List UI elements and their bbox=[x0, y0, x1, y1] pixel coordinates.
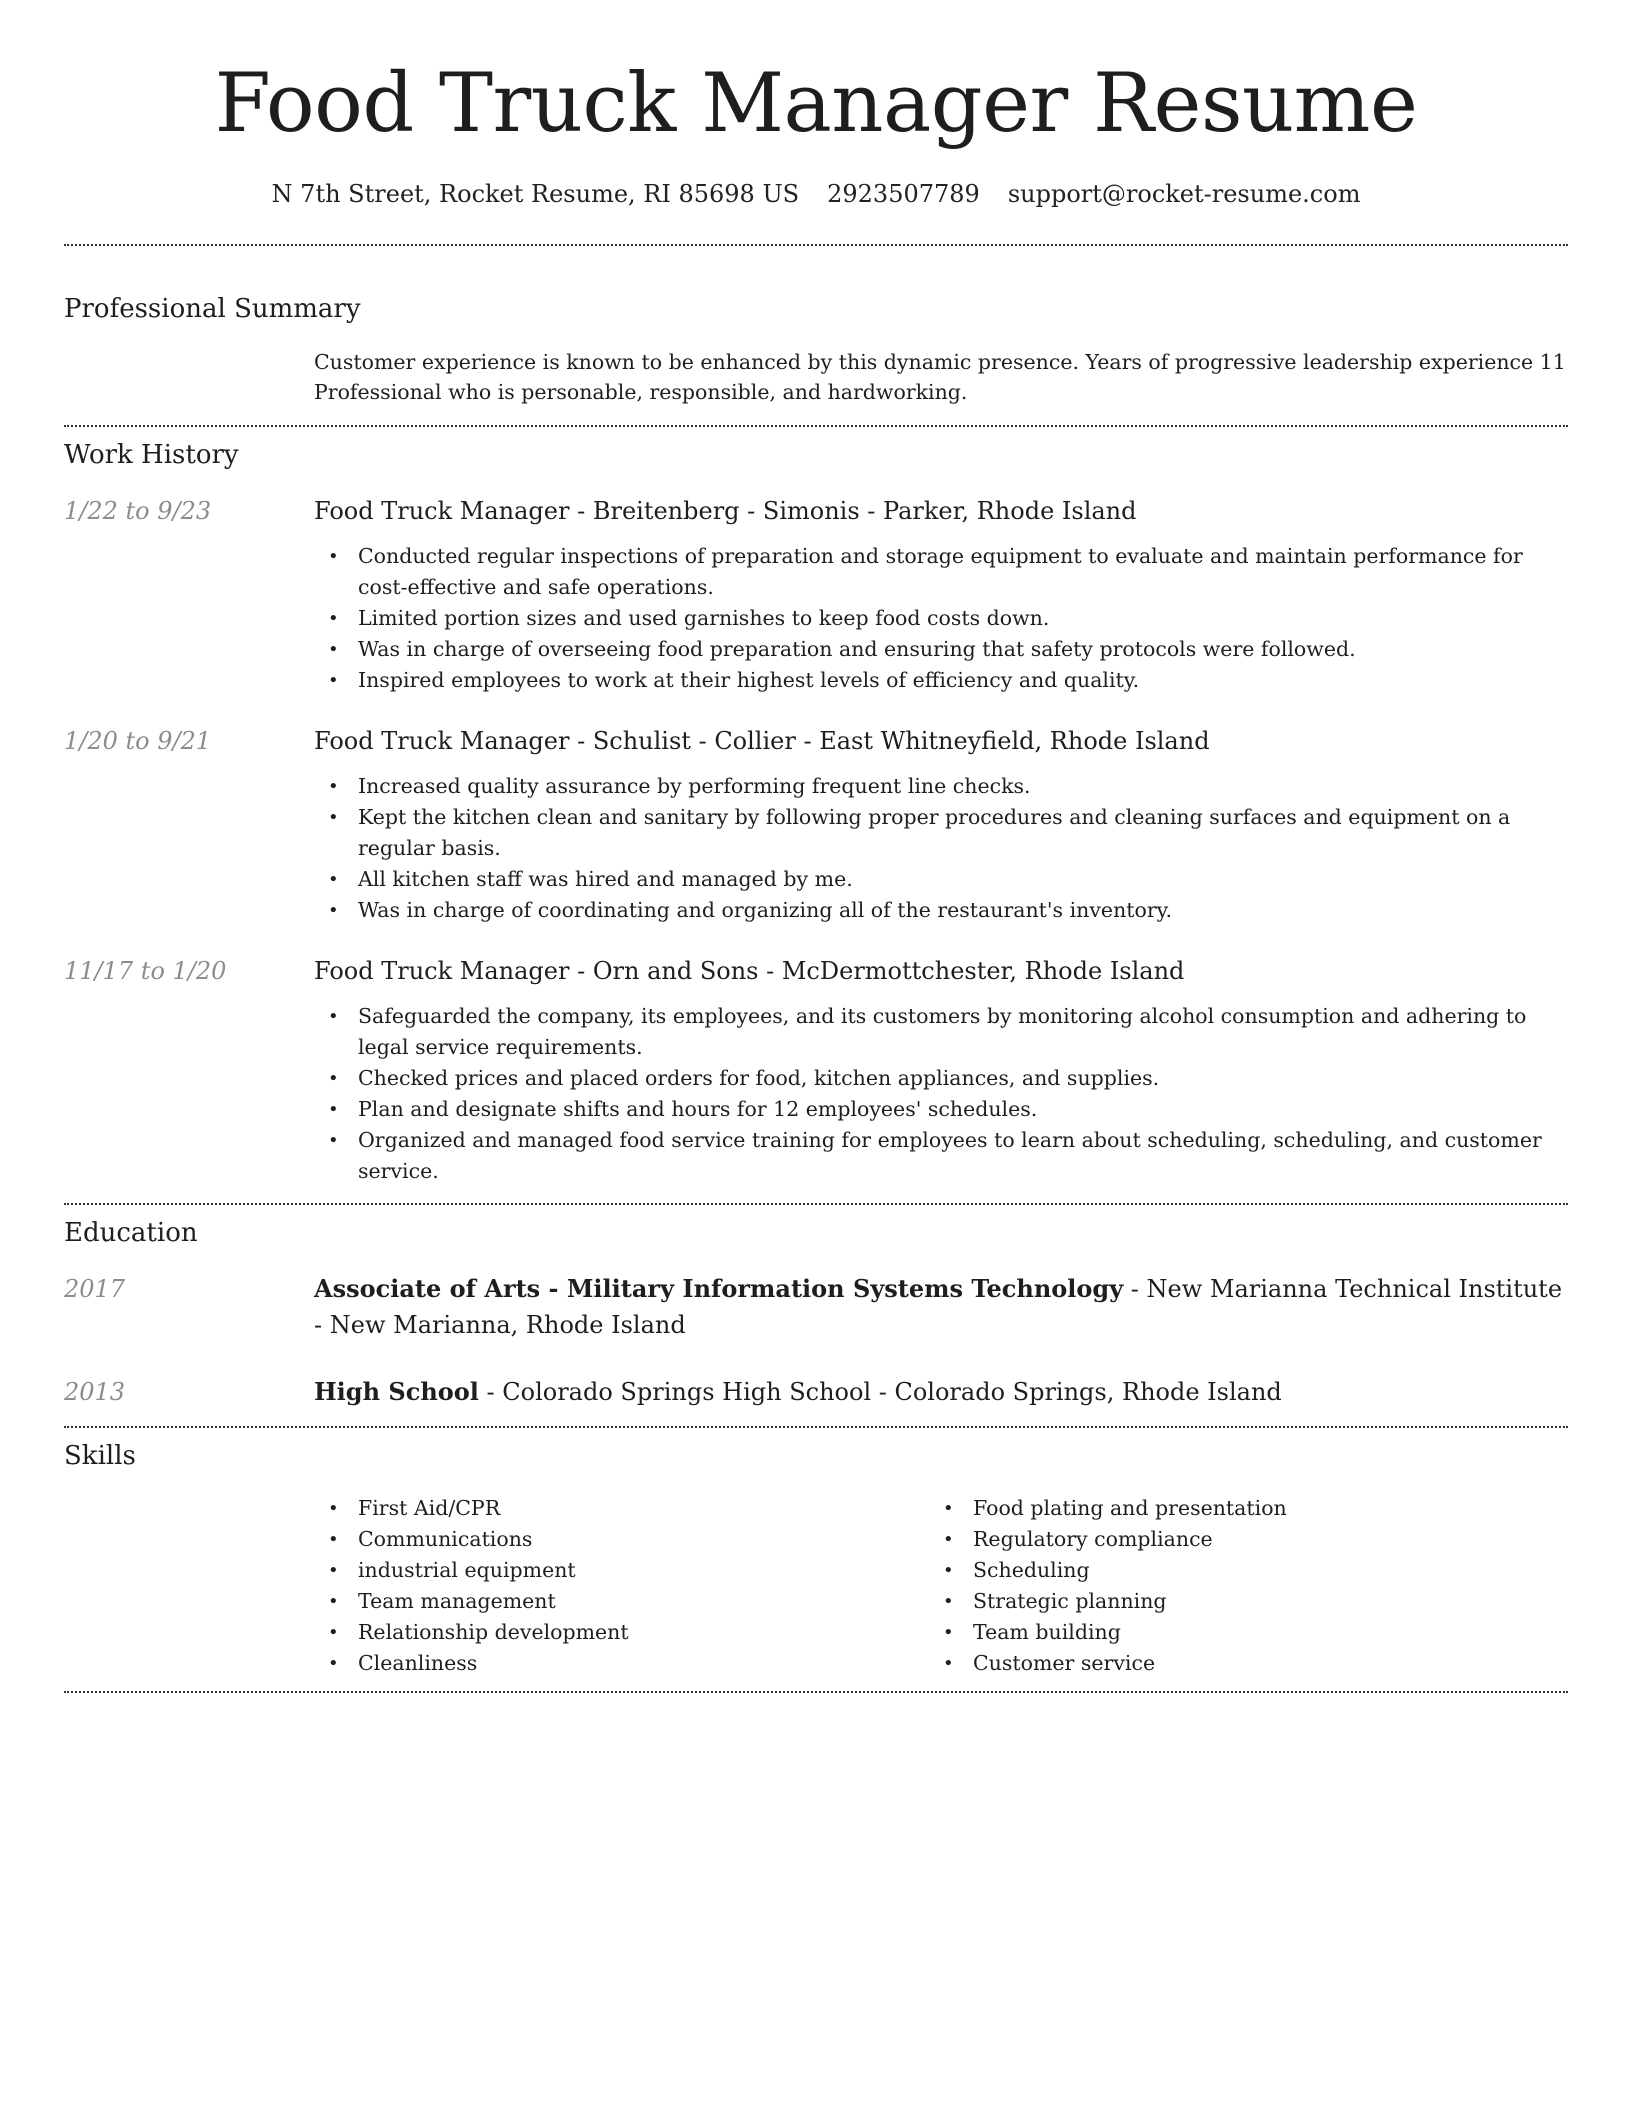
work-history-section bbox=[64, 427, 1568, 1203]
list-item: • Was in charge of overseeing food preparation and ensuring that safety protocols were followed. bbox=[314, 634, 1568, 665]
skill-item: • Customer service bbox=[929, 1648, 1544, 1679]
skill-item: • Team management bbox=[314, 1586, 929, 1617]
job-title bbox=[314, 493, 1568, 529]
job-bullets bbox=[314, 771, 1568, 926]
skills-section bbox=[64, 1428, 1568, 1691]
job-dates: 1/20 to 9/21 bbox=[64, 727, 212, 755]
job-title bbox=[314, 723, 1568, 759]
education-details: - New Marianna Technical Institute - New Marianna, Rhode Island bbox=[314, 1275, 1563, 1339]
job-details: - Orn and Sons - McDermottchester, Rhode Island bbox=[569, 957, 1185, 985]
job-details: - Schulist - Collier - East Whitneyfield, Rhode Island bbox=[569, 727, 1210, 755]
contact-address: N 7th Street, Rocket Resume, RI 85698 US bbox=[271, 180, 800, 208]
education-entry bbox=[64, 1271, 1568, 1343]
list-item: • Organized and managed food service training for employees to learn about scheduling, scheduling, and customer service. bbox=[314, 1125, 1568, 1187]
job-entry bbox=[64, 723, 1568, 926]
list-item: • Limited portion sizes and used garnishes to keep food costs down. bbox=[314, 603, 1568, 634]
list-item: • Checked prices and placed orders for food, kitchen appliances, and supplies. bbox=[314, 1063, 1568, 1094]
job-title bbox=[314, 953, 1568, 989]
summary-text: Customer experience is known to be enhanced by this dynamic presence. Years of progressive leadership experience 11 Professional who is personable, responsible, and hardworking. bbox=[314, 350, 1566, 404]
list-item: • Plan and designate shifts and hours for 12 employees' schedules. bbox=[314, 1094, 1568, 1125]
job-details: - Breitenberg - Simonis - Parker, Rhode Island bbox=[569, 497, 1137, 525]
contact-email: support@rocket-resume.com bbox=[1007, 180, 1361, 208]
skill-item: • Strategic planning bbox=[929, 1586, 1544, 1617]
list-item: • Inspired employees to work at their highest levels of efficiency and quality. bbox=[314, 665, 1568, 696]
contact-line bbox=[64, 178, 1568, 210]
skills-column-right bbox=[929, 1493, 1544, 1679]
list-item: • Kept the kitchen clean and sanitary by following proper procedures and cleaning surfaces and equipment on a regular basis. bbox=[314, 802, 1568, 864]
skill-item: • Relationship development bbox=[314, 1617, 929, 1648]
education-entry bbox=[64, 1374, 1568, 1426]
section-title-education: Education bbox=[64, 1218, 198, 1248]
education-title bbox=[314, 1271, 1568, 1343]
job-entry bbox=[64, 953, 1568, 1203]
skills-list bbox=[314, 1493, 1568, 1679]
list-item: • Safeguarded the company, its employees, and its customers by monitoring alcohol consumption and adhering to legal service requirements. bbox=[314, 1001, 1568, 1063]
job-role: Food Truck Manager bbox=[314, 957, 570, 985]
education-year: 2013 bbox=[64, 1378, 126, 1406]
job-dates: 11/17 to 1/20 bbox=[64, 957, 227, 985]
list-item: • Was in charge of coordinating and organizing all of the restaurant's inventory. bbox=[314, 895, 1568, 926]
list-item: • All kitchen staff was hired and managed by me. bbox=[314, 864, 1568, 895]
summary-section bbox=[64, 246, 1568, 425]
education-details: - Colorado Springs High School - Colorado Springs, Rhode Island bbox=[478, 1378, 1282, 1406]
skill-item: • First Aid/CPR bbox=[314, 1493, 929, 1524]
job-role: Food Truck Manager bbox=[314, 497, 570, 525]
resume-title: Food Truck Manager Resume bbox=[214, 57, 1418, 151]
skill-item: • Team building bbox=[929, 1617, 1544, 1648]
section-title-summary: Professional Summary bbox=[64, 294, 361, 324]
skill-item: • Regulatory compliance bbox=[929, 1524, 1544, 1555]
education-degree: High School bbox=[314, 1377, 479, 1406]
skill-item: • Communications bbox=[314, 1524, 929, 1555]
section-title-work: Work History bbox=[64, 440, 239, 470]
job-entry bbox=[64, 493, 1568, 696]
skill-item: • Cleanliness bbox=[314, 1648, 929, 1679]
divider bbox=[64, 1691, 1568, 1693]
list-item: • Conducted regular inspections of preparation and storage equipment to evaluate and maintain performance for cost-effective and safe operations. bbox=[314, 541, 1568, 603]
education-degree: Associate of Arts - Military Information Systems Technology bbox=[314, 1274, 1124, 1303]
job-bullets bbox=[314, 541, 1568, 696]
section-title-skills: Skills bbox=[64, 1441, 136, 1471]
job-role: Food Truck Manager bbox=[314, 727, 570, 755]
skill-item: • industrial equipment bbox=[314, 1555, 929, 1586]
job-dates: 1/22 to 9/23 bbox=[64, 497, 212, 525]
education-year: 2017 bbox=[64, 1275, 126, 1303]
education-title bbox=[314, 1374, 1568, 1410]
skill-item: • Food plating and presentation bbox=[929, 1493, 1544, 1524]
job-bullets bbox=[314, 1001, 1568, 1187]
resume-header bbox=[64, 0, 1568, 210]
list-item: • Increased quality assurance by performing frequent line checks. bbox=[314, 771, 1568, 802]
skill-item: • Scheduling bbox=[929, 1555, 1544, 1586]
contact-phone: 2923507789 bbox=[827, 180, 980, 208]
skills-column-left bbox=[314, 1493, 929, 1679]
education-section bbox=[64, 1205, 1568, 1426]
